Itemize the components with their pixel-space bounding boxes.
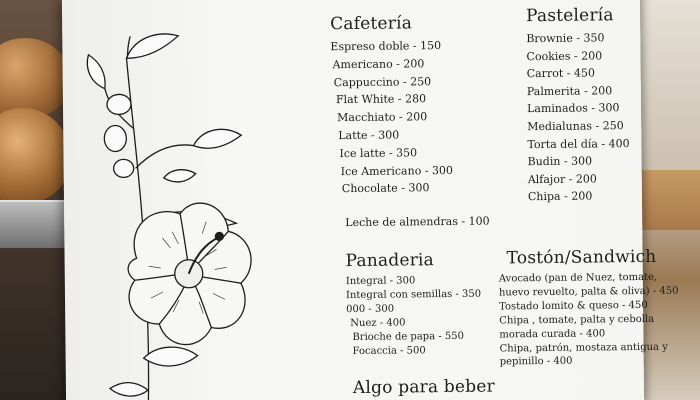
almond-milk-extra: Leche de almendras - 100: [345, 214, 490, 230]
menu-item: 000 - 300: [346, 303, 395, 315]
menu-item: Laminados - 300: [526, 101, 620, 116]
menu-item: Carrot - 450: [526, 66, 595, 81]
toston-list: [499, 271, 680, 370]
menu-item: Integral con semillas - 350: [345, 288, 482, 301]
pasteleria-list: [526, 29, 630, 206]
menu-item: Macchiato - 200: [337, 110, 428, 125]
menu-item: Torta del día - 400: [527, 136, 630, 151]
menu-item: Tostado lomito & queso - 450: [499, 299, 648, 313]
menu-item: Chipa, patrón, mostaza antigua y: [499, 341, 668, 355]
pasteleria-section: [526, 5, 630, 206]
menu-item: Brioche de papa - 550: [352, 330, 465, 343]
menu-item: Espreso doble - 150: [330, 39, 442, 54]
pasteleria-title: Pastelería: [525, 5, 614, 27]
menu-item: huevo revuelto, palta & oliva) - 450: [498, 285, 679, 299]
menu-item: Budin - 300: [527, 154, 593, 169]
menu-item: morada curada - 400: [499, 327, 606, 341]
menu-item: Nuez - 400: [350, 317, 406, 329]
menu-item: Latte - 300: [338, 128, 400, 143]
menu-item: Medialunas - 250: [527, 119, 624, 134]
toston-sandwich-section: [499, 247, 680, 370]
menu-card: [62, 0, 679, 400]
menu-item: Chocolate - 300: [341, 181, 430, 196]
botanical-flower-illustration: [74, 17, 278, 400]
menu-item: Focaccia - 500: [352, 344, 426, 357]
panaderia-list: [346, 274, 482, 359]
cafeteria-section: [330, 13, 490, 230]
menu-item: pepinillo - 400: [499, 356, 573, 368]
toston-title: Tostón/Sandwich: [506, 246, 657, 269]
menu-item: Palmerita - 200: [526, 84, 613, 98]
menu-item: Alfajor - 200: [527, 172, 597, 186]
panaderia-section: [346, 250, 482, 359]
menu-item: Ice latte - 350: [339, 146, 418, 160]
menu-item: Ice Americano - 300: [340, 163, 454, 178]
menu-item: Integral - 300: [345, 275, 416, 288]
menu-item: Chipa - 200: [527, 189, 593, 204]
menu-item: Brownie - 350: [526, 31, 605, 46]
menu-item: Avocado (pan de Nuez, tomate,: [498, 271, 658, 285]
menu-item: Chipa , tomate, palta y cebolla: [499, 313, 655, 327]
cafeteria-list: [330, 37, 489, 199]
cafeteria-title: Cafetería: [330, 13, 413, 35]
algo-para-beber-section: [353, 377, 495, 400]
panaderia-title: Panaderia: [345, 250, 435, 272]
algo-para-beber-title: Algo para beber: [352, 376, 495, 399]
menu-item: Cappuccino - 250: [333, 74, 432, 89]
menu-item: Americano - 200: [332, 57, 425, 72]
menu-item: Flat White - 280: [335, 92, 427, 107]
menu-item: Cookies - 200: [526, 48, 603, 63]
metal-tray: [0, 200, 70, 248]
